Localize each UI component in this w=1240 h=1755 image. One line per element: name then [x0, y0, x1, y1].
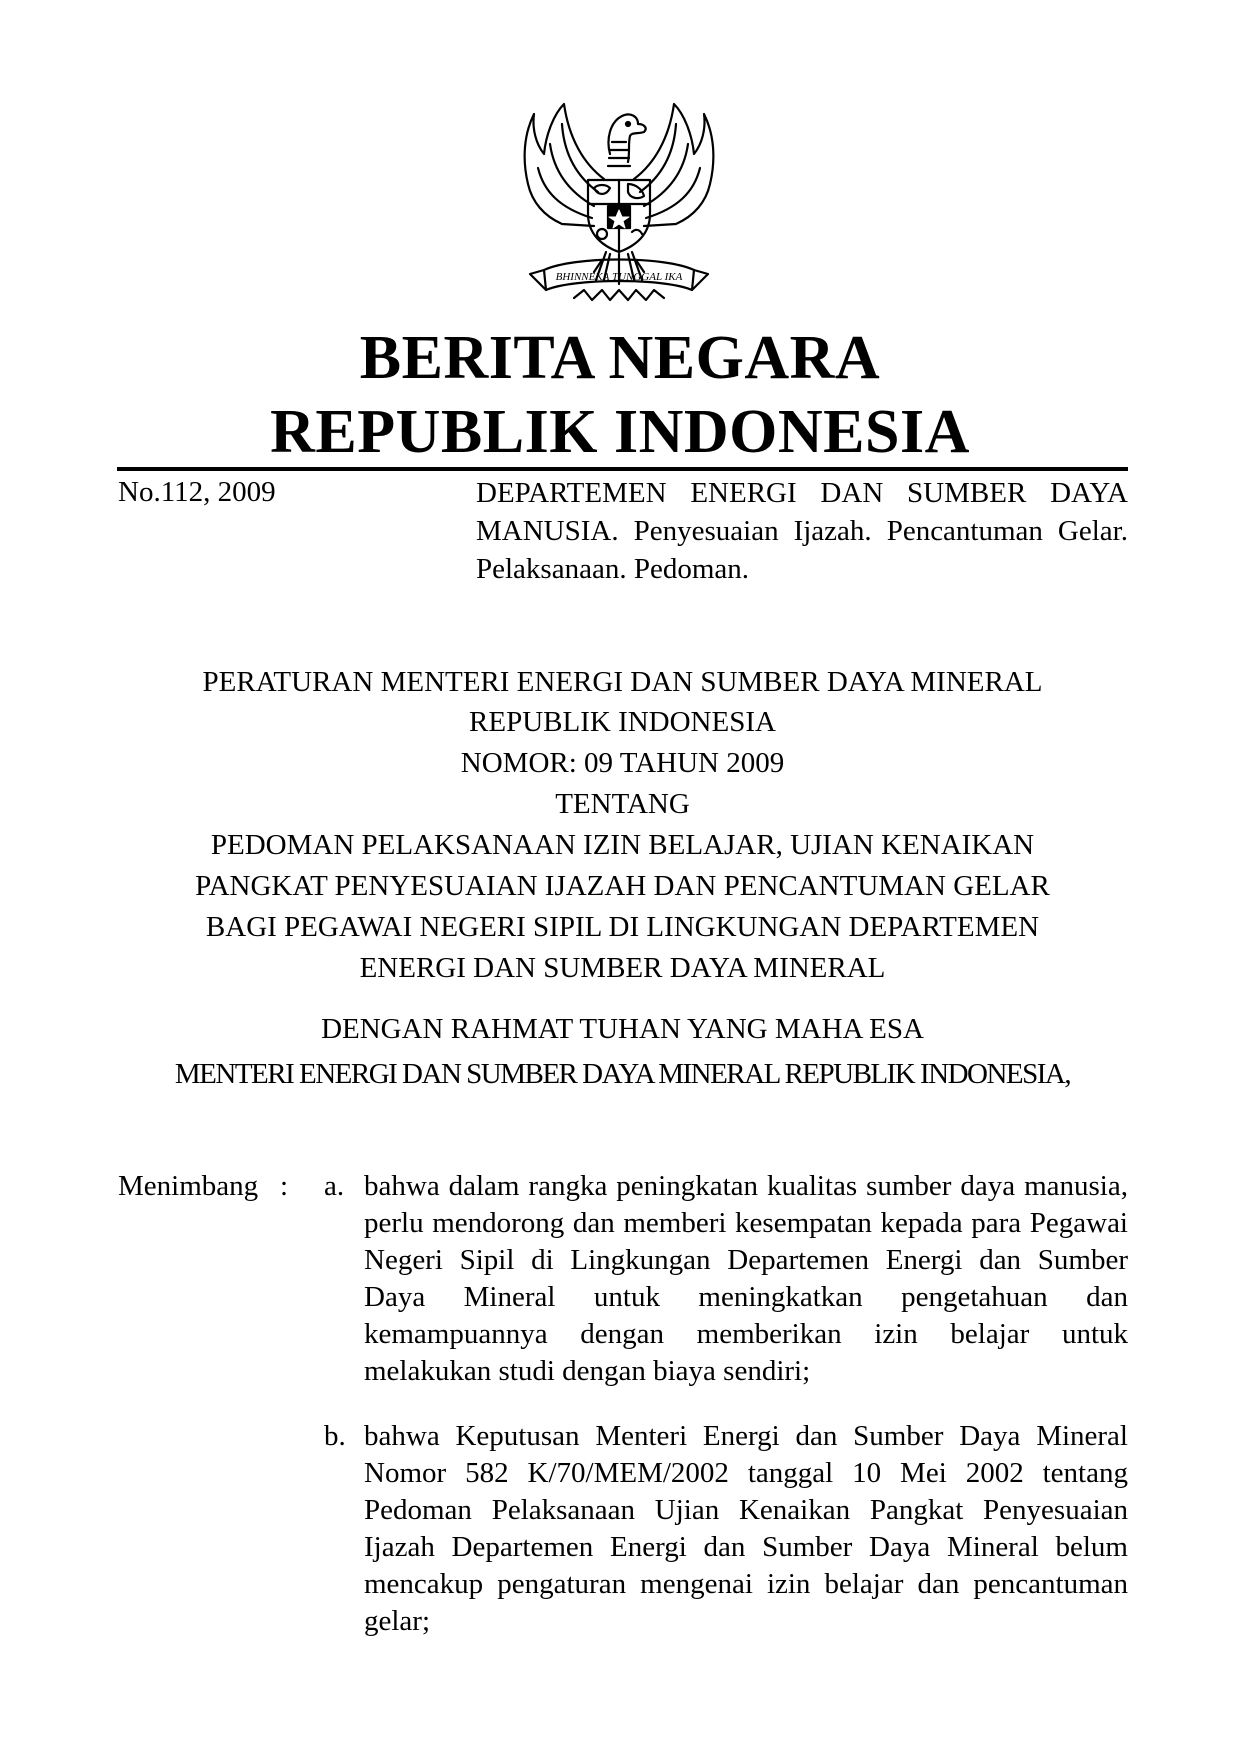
considering-item-text: bahwa dalam rangka peningkatan kualitas sumber daya manusia, perlu mendorong dan memberi kesempatan kepada para Pegawai Negeri Sipil di Lingkungan Departemen Energi dan Sumber Daya Mineral untuk meningkatkan pengetahuan dan kemampuannya dengan memberikan izin belajar untuk melakukan studi dengan biaya sendiri; — [364, 1170, 1128, 1387]
garuda-pancasila-emblem-icon — [514, 84, 724, 306]
masthead-title: BERITA NEGARA — [359, 324, 881, 392]
issue-subject: DEPARTEMEN ENERGI DAN SUMBER DAYA MANUSIA. Penyesuaian Ijazah. Pencantuman Gelar. Pelaksanaan. Pedoman. — [476, 477, 1128, 585]
regulation-subject-line: PEDOMAN PELAKSANAAN IZIN BELAJAR, UJIAN KENAIKAN — [210, 829, 1035, 861]
regulation-subject-line: ENERGI DAN SUMBER DAYA MINERAL — [359, 952, 886, 984]
considering-label: Menimbang — [118, 1170, 259, 1202]
issue-number: No.112, 2009 — [118, 476, 276, 508]
considering-colon: : — [280, 1170, 289, 1202]
regulation-title-line: PERATURAN MENTERI ENERGI DAN SUMBER DAYA MINERAL — [202, 666, 1043, 698]
motto-ribbon-text: BHINNEKA TUNGGAL IKA — [555, 271, 683, 283]
preamble: DENGAN RAHMAT TUHAN YANG MAHA ESA — [321, 1013, 924, 1045]
considering-item-marker: a. — [324, 1170, 345, 1202]
considering-item-text: bahwa Keputusan Menteri Energi dan Sumber Daya Mineral Nomor 582 K/70/MEM/2002 tanggal 10 Mei 2002 tentang Pedoman Pelaksanaan Ujian Kenaikan Pangkat Penyesuaian Ijazah Departemen Energi dan Sumber Daya Mineral belum mencakup pengaturan mengenai izin belajar dan pencantuman gelar; — [364, 1420, 1128, 1637]
masthead-subtitle: REPUBLIK INDONESIA — [270, 398, 970, 466]
regulation-subject-line: PANGKAT PENYESUAIAN IJAZAH DAN PENCANTUMAN GELAR — [195, 870, 1050, 902]
regulation-about: TENTANG — [555, 788, 690, 820]
considering-item-marker: b. — [324, 1420, 346, 1452]
masthead-divider — [117, 467, 1128, 471]
regulation-title-line: REPUBLIK INDONESIA — [469, 706, 776, 738]
regulation-number: NOMOR: 09 TAHUN 2009 — [460, 747, 785, 779]
regulation-subject-line: BAGI PEGAWAI NEGERI SIPIL DI LINGKUNGAN DEPARTEMEN — [205, 911, 1040, 943]
issuer: MENTERI ENERGI DAN SUMBER DAYA MINERAL REPUBLIK INDONESIA, — [174, 1058, 1071, 1090]
